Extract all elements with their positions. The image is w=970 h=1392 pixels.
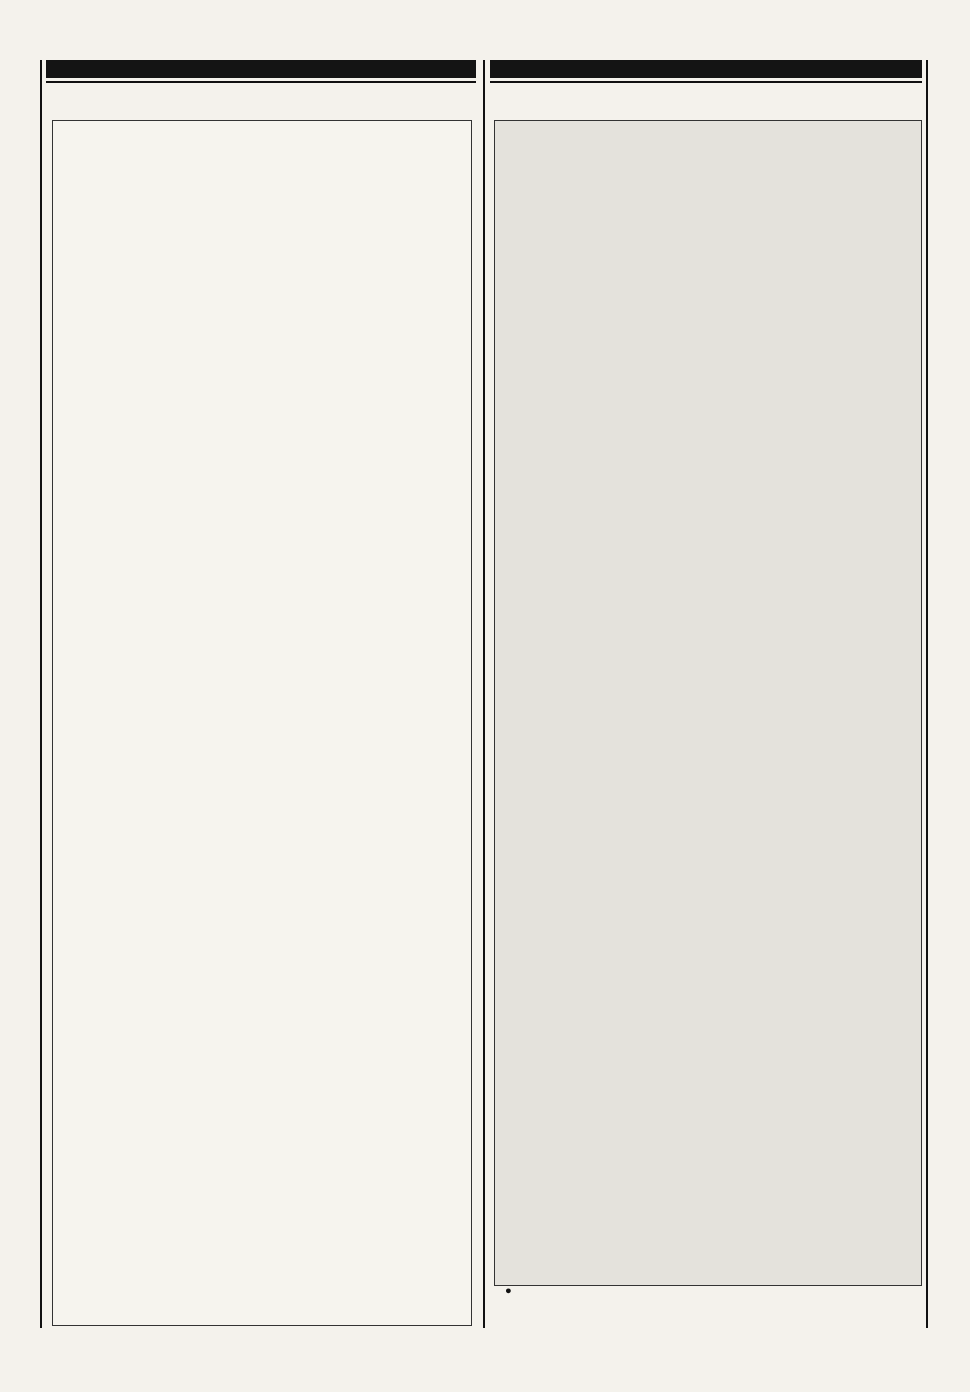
article-header-title bbox=[490, 78, 922, 83]
program-column bbox=[46, 60, 476, 1328]
article-column bbox=[490, 60, 922, 1328]
left-margin-rule bbox=[40, 60, 42, 1328]
right-margin-rule bbox=[926, 60, 928, 1328]
program-listing-box bbox=[52, 120, 472, 1326]
program-header-bar bbox=[46, 60, 476, 78]
contribution-note bbox=[505, 1285, 913, 1298]
program-header-title bbox=[46, 78, 476, 83]
bullet-icon: ● bbox=[505, 1285, 518, 1297]
column-divider-rule bbox=[483, 60, 485, 1328]
article-header-bar bbox=[490, 60, 922, 78]
article-box bbox=[494, 120, 922, 1297]
page-footer bbox=[50, 1342, 57, 1358]
